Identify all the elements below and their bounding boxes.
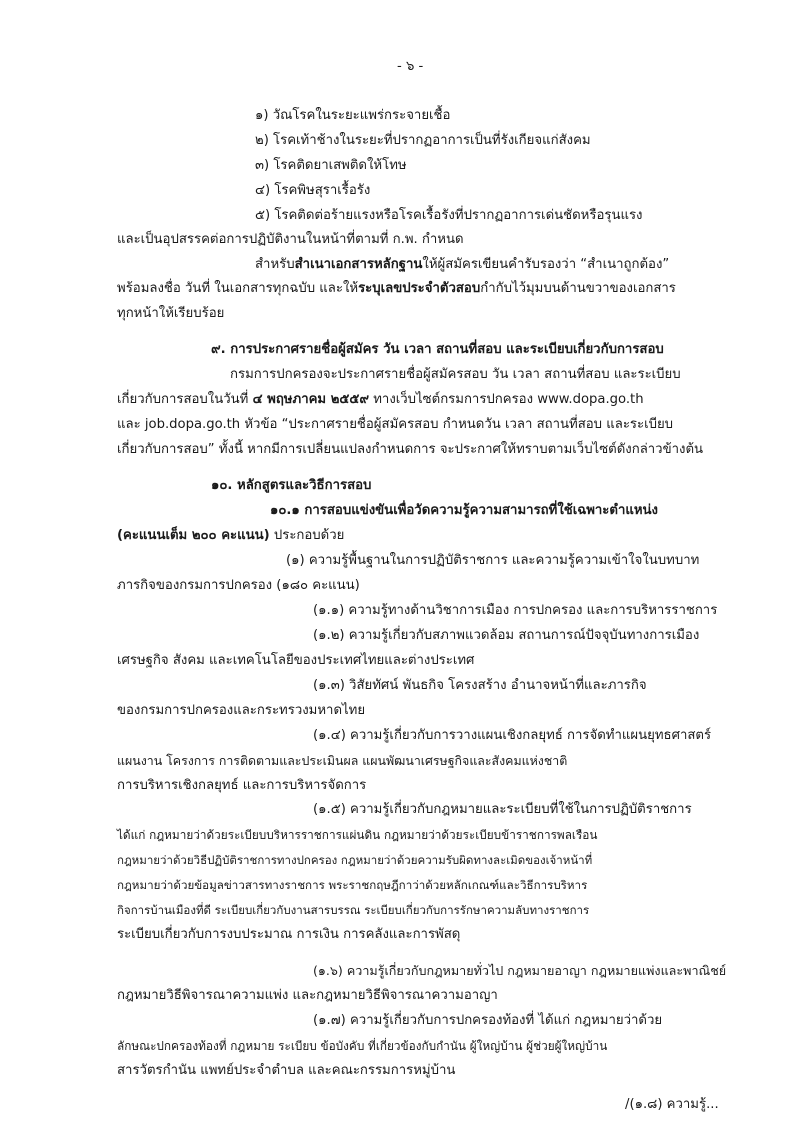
section-9-line-2 — [117, 391, 644, 409]
item-1-7-line-2: ลักษณะปกครองท้องที่ กฎหมาย ระเบียบ ข้อบังคับ ที่เกี่ยวข้องกับกำนัน ผู้ใหญ่บ้าน ผู้ช่วยผู้ใหญ่บ้าน — [117, 1039, 608, 1053]
item-1-4-line-3: การบริหารเชิงกลยุทธ์ และการบริหารจัดการ — [117, 778, 367, 793]
section-10-1-heading: ๑๐.๑ การสอบแข่งขันเพื่อวัดความรู้ความสามารถที่ใช้เฉพาะตำแหน่ง — [270, 503, 659, 518]
item-1-line-2: ภารกิจของกรมการปกครอง (๑๘๐ คะแนน) — [117, 578, 360, 593]
copy-note-emphasis: ระบุเลขประจำตัวสอบ — [358, 281, 481, 296]
item-1-2-line-2: เศรษฐกิจ สังคม และเทคโนโลยีของประเทศไทยและต่างประเทศ — [117, 653, 475, 668]
section-10-text: ประกอบด้วย — [269, 528, 345, 543]
item-1-5-line-5: กิจการบ้านเมืองที่ดี ระเบียบเกี่ยวกับงานสารบรรณ ระเบียบเกี่ยวกับการรักษาความลับทางราชการ — [117, 903, 590, 917]
list-item-disease-5-continuation: และเป็นอุปสรรคต่อการปฏิบัติงานในหน้าที่ตามที่ ก.พ. กำหนด — [117, 232, 464, 247]
item-1-5-line-4: กฎหมายว่าด้วยข้อมูลข่าวสารทางราชการ พระราชกฤษฎีกาว่าด้วยหลักเกณฑ์และวิธีการบริหาร — [117, 878, 588, 892]
copy-note-emphasis: สำเนาเอกสารหลักฐาน — [294, 257, 423, 272]
item-1-2-line-1: (๑.๒) ความรู้เกี่ยวกับสภาพแวดล้อม สถานการณ์ปัจจุบันทางการเมือง — [313, 628, 700, 643]
item-1-4-line-2: แผนงาน โครงการ การติดตามและประเมินผล แผนพัฒนาเศรษฐกิจและสังคมแห่งชาติ — [117, 753, 568, 768]
list-item-disease-5: ๕) โรคติดต่อร้ายแรงหรือโรคเรื้อรังที่ปรากฏอาการเด่นชัดหรือรุนแรง — [255, 208, 643, 223]
item-1-6-line-1: (๑.๖) ความรู้เกี่ยวกับกฎหมายทั่วไป กฎหมายอาญา กฎหมายแพ่งและพาณิชย์ — [313, 963, 727, 978]
section-9-line-4: เกี่ยวกับการสอบ” ทั้งนี้ หากมีการเปลี่ยนแปลงกำหนดการ จะประกาศให้ทราบตามเว็บไซต์ดังกล่าวข้างต้น — [117, 442, 704, 457]
item-1-5-line-3: กฎหมายว่าด้วยวิธีปฏิบัติราชการทางปกครอง กฎหมายว่าด้วยความรับผิดทางละเมิดของเจ้าหน้าที่ — [117, 853, 593, 867]
section-9-line-3: และ job.dopa.go.th หัวข้อ “ประกาศรายชื่อผู้สมัครสอบ กำหนดวัน เวลา สถานที่สอบ และระเบียบ — [117, 417, 674, 432]
page-number: - ๖ - — [397, 59, 424, 74]
full-score: (คะแนนเต็ม ๒๐๐ คะแนน) — [117, 528, 270, 543]
item-1-7-line-1: (๑.๗) ความรู้เกี่ยวกับการปกครองท้องที่ ได้แก่ กฎหมายว่าด้วย — [313, 1013, 663, 1028]
copy-note-line-3: ทุกหน้าให้เรียบร้อย — [117, 306, 225, 321]
list-item-disease-2: ๒) โรคเท้าช้างในระยะที่ปรากฏอาการเป็นที่รังเกียจแก่สังคม — [255, 133, 591, 148]
list-item-disease-3: ๓) โรคติดยาเสพติดให้โทษ — [255, 158, 407, 173]
section-9-text: ทางเว็บไซต์กรมการปกครอง www.dopa.go.th — [369, 392, 644, 407]
section-10-1-score — [117, 527, 344, 545]
copy-note-text: สำหรับ — [255, 257, 295, 272]
item-1-line-1: (๑) ความรู้พื้นฐานในการปฏิบัติราชการ และความรู้ความเข้าใจในบทบาท — [286, 553, 700, 568]
item-1-5-line-2: ได้แก่ กฎหมายว่าด้วยระเบียบบริหารราชการแผ่นดิน กฎหมายว่าด้วยระเบียบข้าราชการพลเรือน — [117, 828, 598, 842]
item-1-1: (๑.๑) ความรู้ทางด้านวิชาการเมือง การปกครอง และการบริหารราชการ — [313, 603, 718, 618]
item-1-4-line-1: (๑.๔) ความรู้เกี่ยวกับการวางแผนเชิงกลยุทธ์ การจัดทำแผนยุทธศาสตร์ — [313, 728, 712, 743]
item-1-7-line-3: สารวัตรกำนัน แพทย์ประจำตำบล และคณะกรรมการหมู่บ้าน — [117, 1063, 456, 1078]
copy-note-text: พร้อมลงชื่อ วันที่ ในเอกสารทุกฉบับ และให้ — [117, 281, 359, 296]
item-1-5-line-1: (๑.๕) ความรู้เกี่ยวกับกฎหมายและระเบียบที่ใช้ในการปฏิบัติราชการ — [313, 802, 692, 817]
section-9-text: เกี่ยวกับการสอบในวันที่ — [117, 392, 253, 407]
list-item-disease-4: ๔) โรคพิษสุราเรื้อรัง — [255, 183, 371, 198]
item-1-3-line-2: ของกรมการปกครองและกระทรวงมหาดไทย — [117, 703, 366, 718]
copy-note-text: กำกับไว้มุมบนด้านขวาของเอกสาร — [480, 281, 676, 296]
page-continuation: /(๑.๘) ความรู้... — [625, 1097, 719, 1112]
section-9-heading: ๙. การประกาศรายชื่อผู้สมัคร วัน เวลา สถานที่สอบ และระเบียบเกี่ยวกับการสอบ — [211, 342, 664, 357]
item-1-5-line-6: ระเบียบเกี่ยวกับการงบประมาณ การเงิน การคลังและการพัสดุ — [117, 927, 461, 942]
item-1-6-line-2: กฎหมายวิธีพิจารณาความแพ่ง และกฎหมายวิธีพิจารณาความอาญา — [117, 988, 498, 1003]
copy-note-line-1 — [255, 256, 669, 274]
copy-note-line-2 — [117, 280, 676, 298]
item-1-3-line-1: (๑.๓) วิสัยทัศน์ พันธกิจ โครงสร้าง อำนาจหน้าที่และภารกิจ — [313, 678, 647, 693]
copy-note-text: ให้ผู้สมัครเขียนคำรับรองว่า “สำเนาถูกต้อง” — [422, 257, 670, 272]
list-item-disease-1: ๑) วัณโรคในระยะแพร่กระจายเชื้อ — [255, 108, 451, 123]
section-9-line-1: กรมการปกครองจะประกาศรายชื่อผู้สมัครสอบ วัน เวลา สถานที่สอบ และระเบียบ — [230, 367, 681, 382]
section-10-heading: ๑๐. หลักสูตรและวิธีการสอบ — [211, 478, 372, 493]
exam-announcement-date: ๔ พฤษภาคม ๒๕๕๙ — [252, 392, 370, 407]
